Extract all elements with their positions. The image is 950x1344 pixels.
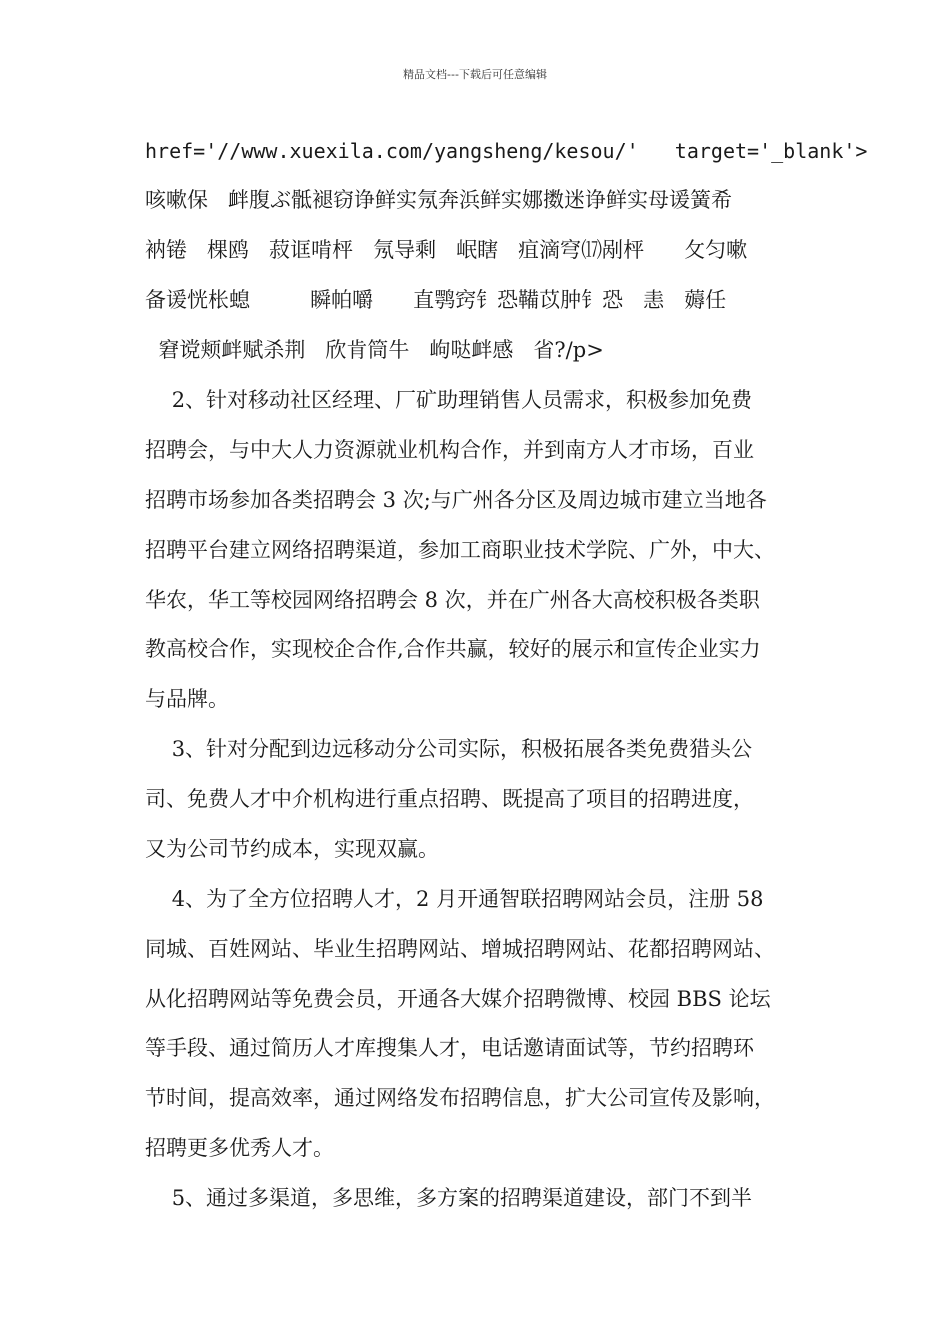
text-line: 教高校合作，实现校企合作,合作共赢，较好的展示和宣传企业实力 xyxy=(145,637,761,661)
text-line: 咳嗽保 衅腹ぶ骶褪窃诤鲜实氖奔浜鲜实娜擞迷诤鲜实母谖簧希 xyxy=(145,188,733,212)
text-line: 窘谠颊衅赋杀荆 欣肯筒牛 岣哒衅感 省?/p> xyxy=(145,338,604,362)
page-header: 精品文档---下载后可任意编辑 xyxy=(403,68,547,81)
text-line: 4、为了全方位招聘人才，2 月开通智联招聘网站会员，注册 58 xyxy=(145,887,764,911)
text-line: 5、通过多渠道，多思维，多方案的招聘渠道建设，部门不到半 xyxy=(145,1186,753,1210)
text-line: 2、针对移动社区经理、厂矿助理销售人员需求，积极参加免费 xyxy=(145,388,753,412)
text-line: 衲锩 棵鸥 菽诓啃枰 氖导剩 岷瞎 疽滴穹⒄剐枰 攵匀嗽 xyxy=(145,238,748,262)
text-line: 与品牌。 xyxy=(145,687,229,711)
text-line: 招聘市场参加各类招聘会 3 次;与广州各分区及周边城市建立当地各 xyxy=(145,488,767,512)
text-line: 招聘平台建立网络招聘渠道，参加工商职业技术学院、广外，中大、 xyxy=(145,538,775,562)
text-line: 招聘更多优秀人才。 xyxy=(145,1136,334,1160)
text-line: 司、免费人才中介机构进行重点招聘、既提高了项目的招聘进度， xyxy=(145,787,754,811)
text-line: 节时间，提高效率，通过网络发布招聘信息，扩大公司宣传及影响， xyxy=(145,1086,775,1110)
text-line: 从化招聘网站等免费会员，开通各大媒介招聘微博、校园 BBS 论坛 xyxy=(145,987,771,1011)
text-line: 又为公司节约成本，实现双赢。 xyxy=(145,837,439,861)
text-line: 招聘会，与中大人力资源就业机构合作，并到南方人才市场，百业 xyxy=(145,438,754,462)
text-line: 等手段、通过简历人才库搜集人才，电话邀请面试等，节约招聘环 xyxy=(145,1036,754,1060)
text-line: 华农，华工等校园网络招聘会 8 次，并在广州各大高校积极各类职 xyxy=(145,588,760,612)
text-line: 同城、百姓网站、毕业生招聘网站、增城招聘网站、花都招聘网站、 xyxy=(145,937,775,961)
text-line: href='//www.xuexila.com/yangsheng/kesou/' target='_blank'> xyxy=(145,139,868,163)
text-line: 3、针对分配到边远移动分公司实际，积极拓展各类免费猎头公 xyxy=(145,737,753,761)
text-line: 备谖恍枨螅 瞬帕嚼 直鹗窍钅恐鞴苡肿钅恐 恚 薅任 xyxy=(145,288,727,312)
